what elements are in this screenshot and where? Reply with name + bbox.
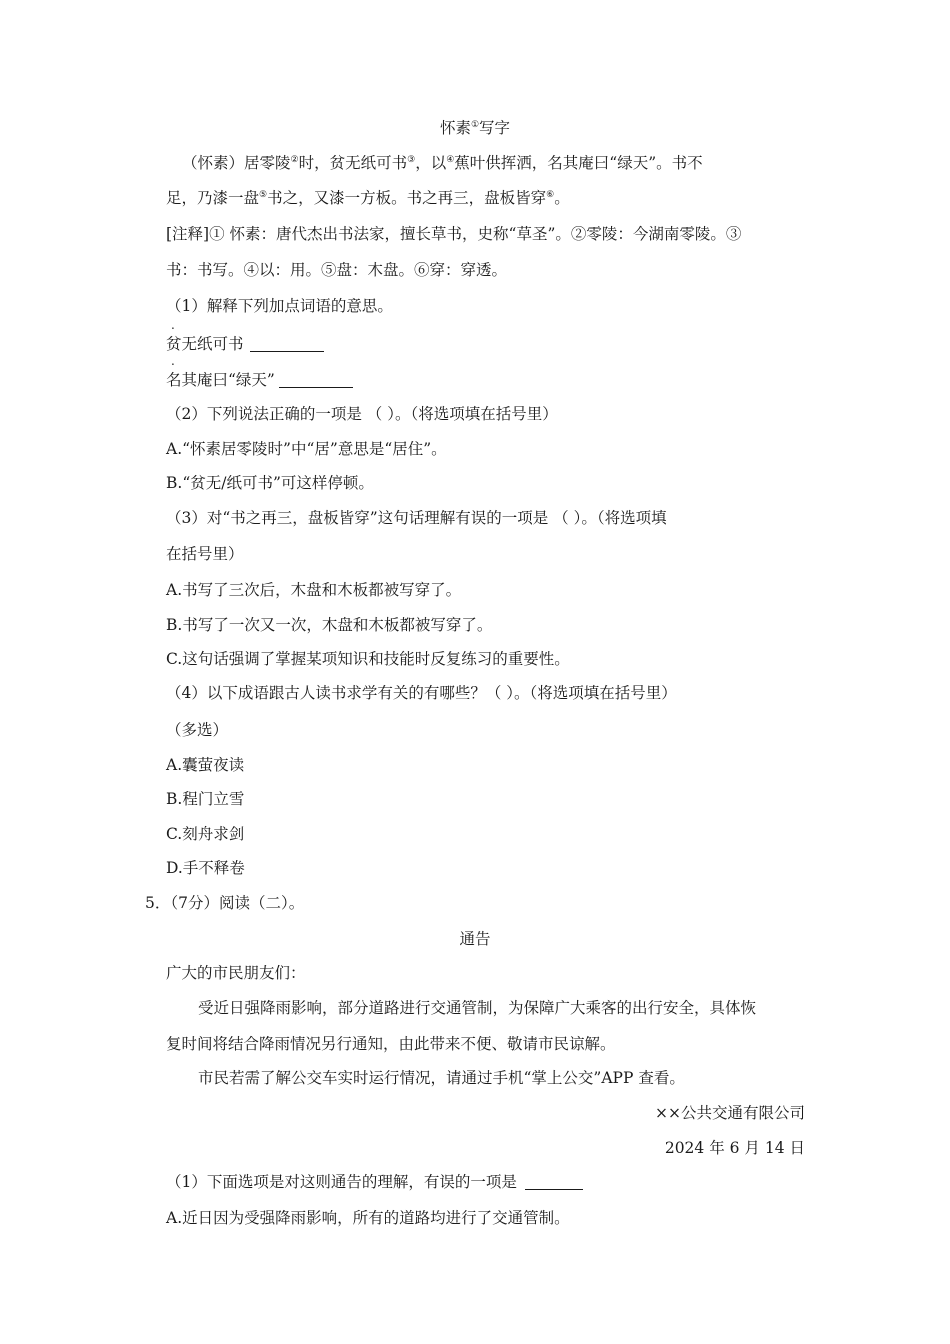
q4-option-d: D.手不释卷	[166, 859, 245, 877]
section-5-q1-prompt	[166, 1172, 583, 1192]
q2-prompt: （2）下列说法正确的一项是 （ ）。（将选项填在括号里）	[166, 405, 558, 423]
poem-text: 蕉叶供挥洒，名其庵曰“绿天”。书不	[454, 154, 703, 172]
poem-title	[0, 118, 950, 138]
poem-line-1	[182, 153, 703, 173]
q4-prompt: （4）以下成语跟古人读书求学有关的有哪些？（ ）。（将选项填在括号里）	[166, 684, 677, 702]
annotation-line-1: [注释]① 怀素：唐代杰出书法家，擅长草书，史称“草圣”。②零陵：今湖南零陵。③	[166, 225, 742, 243]
title-text-a: 怀素	[439, 119, 471, 137]
poem-line-2	[166, 188, 570, 208]
notice-body-line-2: 复时间将结合降雨情况另行通知，由此带来不便、敬请市民谅解。	[166, 1035, 616, 1053]
q4-option-c: C.刻舟求剑	[166, 825, 245, 843]
section-5-q1-prompt-text: （1）下面选项是对这则通告的理解，有误的一项是	[166, 1173, 517, 1191]
poem-text: 时，贫无纸可书	[298, 154, 408, 172]
q1-item-2-answer-blank[interactable]	[279, 373, 353, 388]
q3-prompt-line-1: （3）对“书之再三，盘板皆穿”这句话理解有误的一项是 （ ）。（将选项填	[166, 509, 667, 527]
annotation-line-2: 书：书写。④以：用。⑤盘：木盘。⑥穿：穿透。	[166, 261, 508, 279]
section-5-q1-option-a: A.近日因为受强降雨影响，所有的道路均进行了交通管制。	[166, 1209, 570, 1227]
footnote-marker: ⑥	[546, 190, 555, 200]
q4-multi-note: （多选）	[166, 721, 229, 739]
notice-greeting: 广大的市民朋友们：	[166, 964, 306, 982]
q4-option-a: A.囊萤夜读	[166, 756, 245, 774]
notice-signature: ××公共交通有限公司	[655, 1104, 805, 1122]
q1-prompt: （1）解释下列加点词语的意思。	[166, 297, 393, 315]
title-text-b: 写字	[479, 119, 511, 137]
poem-text: 足，乃漆一盘	[166, 189, 260, 207]
q1-item-1	[166, 334, 324, 354]
notice-date: 2024 年 6 月 14 日	[664, 1139, 805, 1157]
notice-title: 通告	[459, 930, 491, 948]
q3-option-b: B.书写了一次又一次，木盘和木板都被写穿了。	[166, 616, 493, 634]
poem-text: 书之，又漆一方板。书之再三，盘板皆穿	[267, 189, 547, 207]
notice-body-line-1: 受近日强降雨影响，部分道路进行交通管制，为保障广大乘客的出行安全，具体恢	[198, 999, 757, 1017]
q1-item-2	[166, 370, 353, 390]
footnote-marker: ④	[446, 155, 455, 165]
q3-option-a: A.书写了三次后，木盘和木板都被写穿了。	[166, 581, 462, 599]
q2-option-b: B.“贫无/纸可书”可这样停顿。	[166, 474, 374, 492]
q1-item-2-text: 名其庵曰“绿天”	[166, 371, 275, 389]
q1-item-1-text: 贫无纸可书	[166, 335, 244, 353]
q3-option-c: C.这句话强调了掌握某项知识和技能时反复练习的重要性。	[166, 650, 570, 668]
emphasis-dot: .	[171, 354, 175, 368]
poem-text: 。	[554, 189, 570, 207]
section-5-q1-answer-blank[interactable]	[525, 1175, 583, 1190]
footnote-marker: ②	[290, 155, 299, 165]
notice-body-line-3: 市民若需了解公交车实时运行情况，请通过手机“掌上公交”APP 查看。	[198, 1069, 685, 1087]
q3-prompt-line-2: 在括号里）	[166, 545, 244, 563]
footnote-marker: ⑤	[259, 190, 268, 200]
poem-text: （怀素）居零陵	[182, 154, 291, 172]
poem-text: ，以	[415, 154, 447, 172]
q2-option-a: A.“怀素居零陵时”中“居”意思是“居住”。	[166, 440, 447, 458]
section-5-heading: 5．（7分）阅读（二）。	[145, 894, 305, 912]
q4-option-b: B.程门立雪	[166, 790, 245, 808]
emphasis-dot: .	[171, 318, 175, 332]
footnote-marker: ③	[407, 155, 416, 165]
q1-item-1-answer-blank[interactable]	[250, 337, 324, 352]
footnote-marker: ①	[470, 120, 480, 130]
